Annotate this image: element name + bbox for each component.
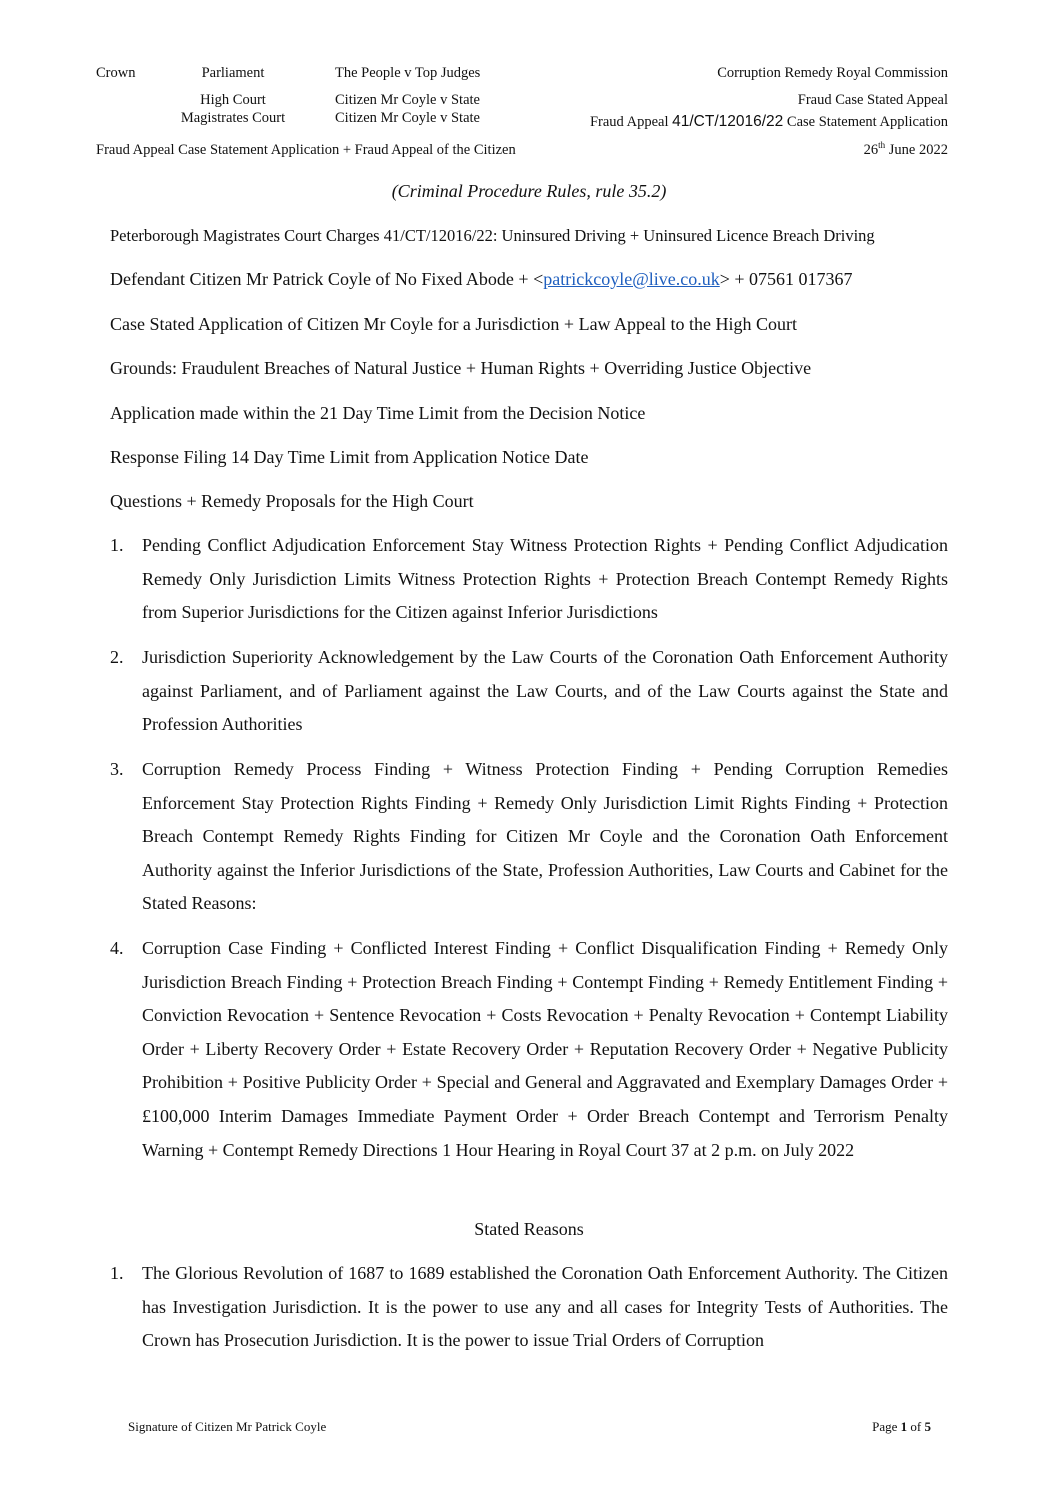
question-text: Corruption Case Finding + Conflicted Interest Finding + Conflict Disqualification Finding + Remedy Only Jurisdiction Breach Finding + Protection Breach Finding + Contempt Finding + Remedy Entitlement Finding + Conviction Revocation + Sentence Revocation + Costs Revocation + Penalty Revocation + Contempt Liability Order + Liberty Recovery Order + Estate Recovery Order + Reputation Recovery Order + Negative Publicity Prohibition + Positive Publicity Order + Special and General and Aggravated and Exemplary Damages Order + £100,000 Interim Damages Immediate Payment Order + Order Breach Contempt and Terrorism Penalty Warning + Contempt Remedy Directions 1 Hour Hearing in Royal Court 37 at 2 p.m. on July 2022 <box>142 938 948 1160</box>
header-coyle-v-state-2: Citizen Mr Coyle v State <box>335 110 480 126</box>
email-link[interactable]: patrickcoyle@live.co.uk <box>543 269 720 289</box>
reason-text: The Glorious Revolution of 1687 to 1689 established the Coronation Oath Enforcement Authority. The Citizen has Investigation Jurisdiction. It is the power to use any and all cases for Integrity Tests of Authorities. The Crown has Prosecution Jurisdiction. It is the power to issue Trial Orders of Corruption <box>142 1263 948 1351</box>
question-item-1 <box>110 529 948 630</box>
question-text: Pending Conflict Adjudication Enforcement Stay Witness Protection Rights + Pending Conflict Adjudication Remedy Only Jurisdiction Limits Witness Protection Rights + Protection Breach Contempt Remedy Rights from Superior Jurisdictions for the Citizen against Inferior Jurisdictions <box>142 535 948 623</box>
defendant-line <box>110 269 853 290</box>
question-text: Jurisdiction Superiority Acknowledgement by the Law Courts of the Coronation Oath Enforcement Authority against Parliament, and of Parliament against the Law Courts, and of the Law Courts against the State and Profession Authorities <box>142 647 948 735</box>
footer-page-number <box>872 1419 931 1435</box>
header-fraud-appeal-ref <box>590 113 948 131</box>
reason-item-1 <box>110 1257 948 1358</box>
stated-reasons-heading: Stated Reasons <box>474 1219 584 1239</box>
header-magistrates-court: Magistrates Court <box>180 110 286 126</box>
question-item-3 <box>110 753 948 921</box>
header-royal-commission: Corruption Remedy Royal Commission <box>717 65 948 81</box>
footer-signature: Signature of Citizen Mr Patrick Coyle <box>128 1419 327 1434</box>
page-prefix: Page <box>872 1419 901 1434</box>
grounds-line: Grounds: Fraudulent Breaches of Natural Justice + Human Rights + Overriding Justice Objective <box>110 358 812 378</box>
date-suffix: th <box>878 140 886 151</box>
case-number: 41/CT/12016/22 <box>672 113 784 130</box>
fraud-appeal-suffix: Case Statement Application <box>786 114 948 130</box>
questions-heading: Questions + Remedy Proposals for the High Court <box>110 491 474 511</box>
phone-text: > + 07561 017367 <box>719 269 853 289</box>
header-subtitle: Fraud Appeal Case Statement Application + Fraud Appeal of the Citizen <box>96 142 516 158</box>
response-limit-line: Response Filing 14 Day Time Limit from Application Notice Date <box>110 447 589 467</box>
page-of: of <box>907 1419 925 1434</box>
header-people-v-judges: The People v Top Judges <box>335 65 481 81</box>
defendant-text: Defendant Citizen Mr Patrick Coyle of No Fixed Abode + < <box>110 269 544 289</box>
time-limit-line: Application made within the 21 Day Time Limit from the Decision Notice <box>110 403 646 423</box>
question-number: 2. <box>110 647 124 667</box>
page-current: 1 <box>900 1419 908 1434</box>
header-high-court: High Court <box>200 92 266 108</box>
rule-reference: (Criminal Procedure Rules, rule 35.2) <box>391 181 667 201</box>
header-fraud-case-stated: Fraud Case Stated Appeal <box>797 92 948 108</box>
header-crown: Crown <box>96 65 136 81</box>
question-number: 3. <box>110 759 124 779</box>
date-rest: June 2022 <box>888 142 948 158</box>
question-text: Corruption Remedy Process Finding + Witness Protection Finding + Pending Corruption Remedies Enforcement Stay Protection Rights Finding + Remedy Only Jurisdiction Limit Rights Finding + Protection Breach Contempt Remedy Rights Finding for Citizen Mr Coyle and the Coronation Oath Enforcement Authority against the Inferior Jurisdictions of the State, Profession Authorities, Law Courts and Cabinet for the Stated Reasons: <box>142 759 948 914</box>
header-parliament: Parliament <box>201 65 265 81</box>
question-item-2 <box>110 641 948 742</box>
application-line: Case Stated Application of Citizen Mr Coyle for a Jurisdiction + Law Appeal to the High Court <box>110 314 798 334</box>
question-item-4 <box>110 932 948 1167</box>
date-day: 26 <box>863 142 879 158</box>
fraud-appeal-prefix: Fraud Appeal <box>589 114 669 130</box>
reason-number: 1. <box>110 1263 124 1283</box>
question-number: 4. <box>110 938 124 958</box>
header-date <box>864 142 948 159</box>
page-total: 5 <box>924 1419 931 1434</box>
charges-line: Peterborough Magistrates Court Charges 41/CT/12016/22: Uninsured Driving + Uninsured Licence Breach Driving <box>110 226 875 245</box>
header-coyle-v-state-1: Citizen Mr Coyle v State <box>335 92 480 108</box>
question-number: 1. <box>110 535 124 555</box>
